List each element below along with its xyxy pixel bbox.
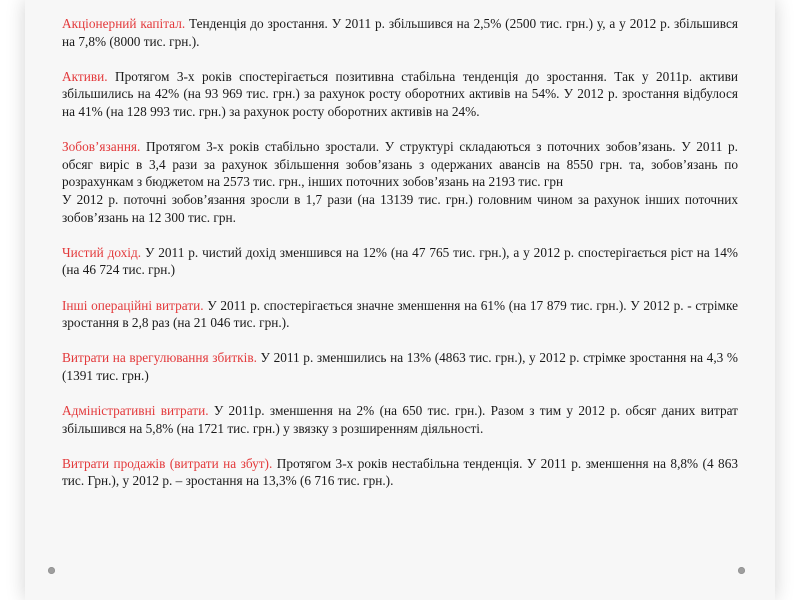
paragraph-liabilities-2012 xyxy=(62,191,738,226)
paragraph-heading: Акціонерний капітал. xyxy=(62,16,186,31)
paragraph-net-income xyxy=(62,244,738,279)
paragraph-heading: Активи. xyxy=(62,68,108,84)
paragraph-heading: Адміністративні витрати. xyxy=(62,403,209,419)
paragraph-text: Тенденція до зростання. У 2011 р. збільшився на 2,5% (2500 тис. грн.) у, а у 2012 р. збільшився на 7,8% (8000 тис. грн.). xyxy=(62,16,738,49)
paragraph-administrative-expenses xyxy=(62,402,738,437)
paragraph-assets xyxy=(62,68,738,121)
paragraph-text: Протягом 3-х років спостерігається позитивна стабільна тенденція до зростання. Так у 2011р. активи збільшились на 42% (на 93 969 тис. грн.) за рахунок росту оборотних активів на 54%. У 2012 р. зростання відбулося на 41% (на 128 993 тис. грн.) за рахунок росту оборотних активів на 24%. xyxy=(62,68,738,119)
paragraph-liabilities xyxy=(62,138,738,191)
paragraph-text: У 2011 р. зменшились на 13% (4863 тис. грн.), у 2012 р. стрімке зростання на 4,3 % (1391 тис. грн.) xyxy=(62,350,738,383)
paragraph-heading: Чистий дохід. xyxy=(62,244,142,260)
paragraph-text: У 2012 р. поточні зобов’язання зросли в 1,7 рази (на 13139 тис. грн.) головним чином за рахунок інших поточних зобов’язань на 12 300 тис. грн. xyxy=(62,191,738,225)
paragraph-heading: Витрати продажів (витрати на збут). xyxy=(62,455,273,471)
paragraph-heading: Витрати на врегулювання збитків. xyxy=(62,350,257,366)
slide-content xyxy=(62,15,738,508)
paragraph-share-capital xyxy=(62,15,738,50)
paragraph-text: У 2011 р. чистий дохід зменшився на 12% (на 47 765 тис. грн.), а у 2012 р. спостерігається ріст на 14% (на 46 724 тис. грн.) xyxy=(62,244,738,278)
paragraph-heading: Інші операційні витрати. xyxy=(62,297,204,313)
paragraph-selling-expenses xyxy=(62,455,738,490)
paragraph-heading: Зобов’язання. xyxy=(62,139,141,155)
paragraph-text: У 2011 р. спостерігається значне зменшення на 61% (на 17 879 тис. грн.). У 2012 р. - стрімке зростання в 2,8 раз (на 21 046 тис. грн.). xyxy=(62,297,738,331)
paragraph-text: У 2011р. зменшення на 2% (на 650 тис. грн.). Разом з тим у 2012 р. обсяг даних витрат збільшився на 5,8% (на 1721 тис. грн.) у звязку з розширенням діяльності. xyxy=(62,403,738,436)
paragraph-text: Протягом 3-х років стабільно зростали. У структурі складаються з поточних зобов’язань. У 2011 р. обсяг виріс в 3,4 рази за рахунок збільшення зобов’язань з одержаних авансів на 8550 грн. та, зобов’язань по розрахункам з бюджетом на 2573 тис. грн., інших поточних зобов’язань на 2193 тис. грн xyxy=(62,139,738,190)
decorative-dot-right xyxy=(738,567,745,574)
decorative-dot-left xyxy=(48,567,55,574)
paragraph-text: Протягом 3-х років нестабільна тенденція. У 2011 р. зменшення на 8,8% (4 863 тис. Грн.), у 2012 р. – зростання на 13,3% (6 716 тис. грн.). xyxy=(62,455,738,489)
paragraph-other-operating-expenses xyxy=(62,297,738,332)
paragraph-claims-settlement-expenses xyxy=(62,349,738,384)
